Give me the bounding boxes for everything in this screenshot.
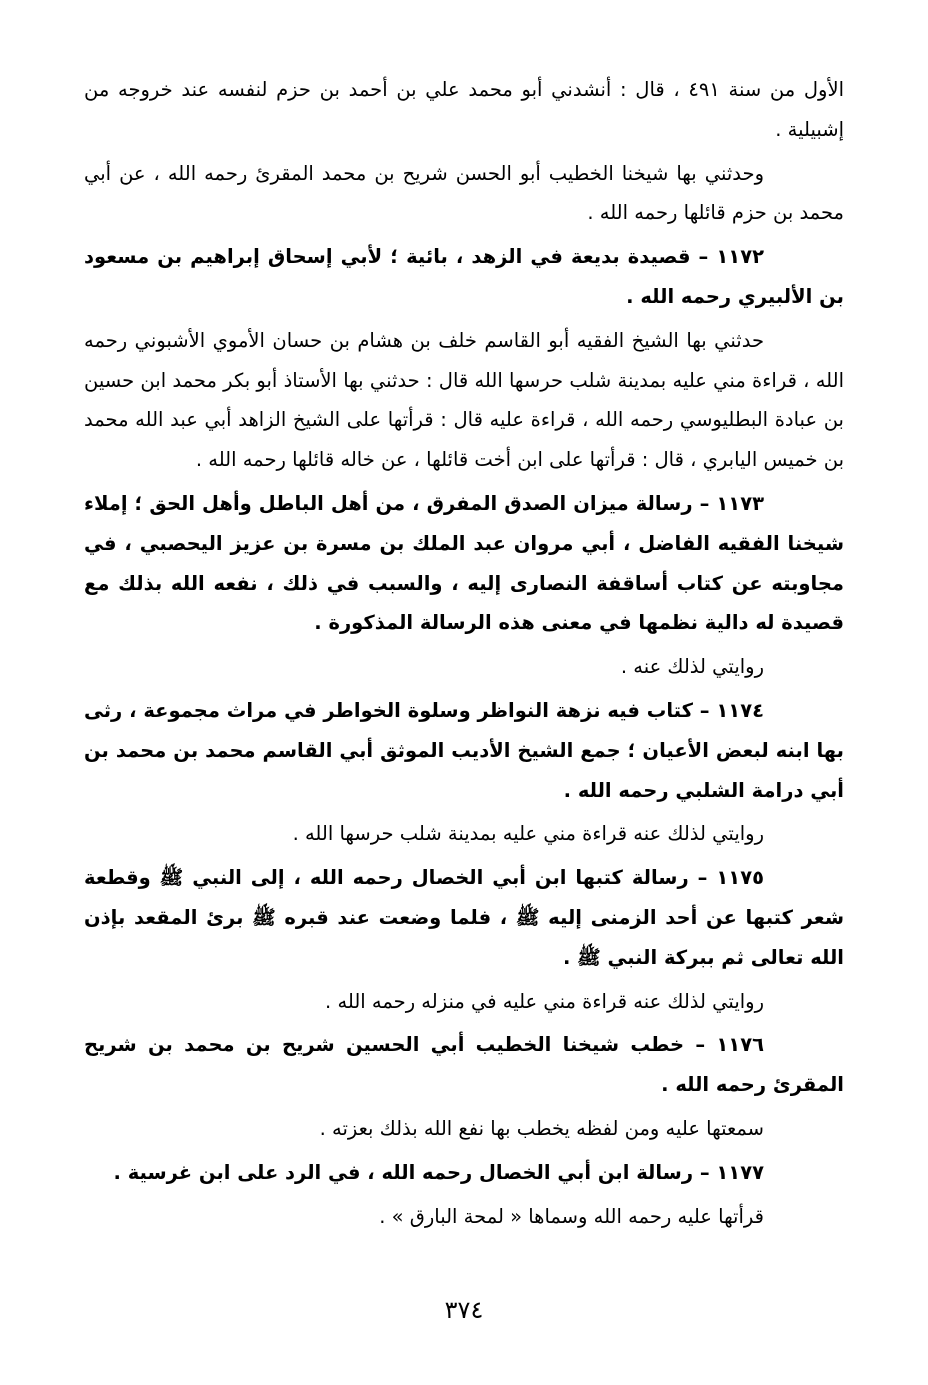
paragraph-narration: قرأتها عليه رحمه الله وسماها « لمحة البارق » . xyxy=(379,1204,764,1228)
entry-heading-1173: ١١٧٣ – رسالة ميزان الصدق المفرق ، من أهل الباطل وأهل الحق ؛ إملاء شيخنا الفقيه الفاضل ، أبي مروان عبد الملك بن مسرة بن عزيز اليحصبي ، في مجاوبته عن كتاب أساقفة النصارى إليه ، والسبب في ذلك ، نفعه الله بذلك مع قصيدة له دالية نظمها في معنى هذه الرسالة المذكورة . xyxy=(84,491,844,635)
paragraph-narration: روايتي لذلك عنه قراءة مني عليه بمدينة شلب حرسها الله . xyxy=(292,822,764,846)
entry-heading-1174: ١١٧٤ – كتاب فيه نزهة النواظر وسلوة الخواطر في مراث مجموعة ، رثى بها ابنه لبعض الأعيان ؛ جمع الشيخ الأديب الموثق أبي القاسم محمد بن محمد بن أبي درامة الشلبي رحمه الله . xyxy=(84,698,844,802)
entry-heading-1172: ١١٧٢ – قصيدة بديعة في الزهد ، بائية ؛ لأبي إسحاق إبراهيم بن مسعود بن الألبيري رحمه الله . xyxy=(84,245,844,308)
paragraph-continuation: الأول من سنة ٤٩١ ، قال : أنشدني أبو محمد علي بن أحمد بن حزم لنفسه عند خروجه من إشبيلية . xyxy=(84,78,845,141)
paragraph-narration: وحدثني بها شيخنا الخطيب أبو الحسن شريح بن محمد المقرئ رحمه الله ، عن أبي محمد بن حزم قائلها رحمه الله . xyxy=(84,161,844,225)
entry-heading-1175: ١١٧٥ – رسالة كتبها ابن أبي الخصال رحمه الله ، إلى النبي ﷺ وقطعة شعر كتبها عن أحد الزمنى إليه ﷺ ، فلما وضعت عند قبره ﷺ برئ المقعد بإذن الله تعالى ثم ببركة النبي ﷺ . xyxy=(84,866,844,969)
entry-heading-1176: ١١٧٦ – خطب شيخنا الخطيب أبي الحسين شريح بن محمد بن شريح المقرئ رحمه الله . xyxy=(84,1033,844,1097)
page-body xyxy=(84,70,844,1240)
page-number: ٣٧٤ xyxy=(444,1296,484,1324)
paragraph-narration: سمعتها عليه ومن لفظه يخطب بها نفع الله بذلك بعزته . xyxy=(319,1116,764,1140)
paragraph-narration: حدثني بها الشيخ الفقيه أبو القاسم خلف بن هشام بن حسان الأموي الأشبوني رحمه الله ، قراءة مني عليه بمدينة شلب حرسها الله قال : حدثني بها الأستاذ أبو بكر محمد ابن حسين بن عبادة البطليوسي رحمه الله ، قراءة عليه قال : قرأتها على الشيخ الزاهد أبي عبد الله محمد بن خميس اليابري ، قال : قرأتها على ابن أخت قائلها ، عن خاله قائلها رحمه الله . xyxy=(84,328,844,472)
paragraph-narration: روايتي لذلك عنه . xyxy=(620,655,764,679)
entry-heading-1177: ١١٧٧ – رسالة ابن أبي الخصال رحمه الله ، في الرد على ابن غرسية . xyxy=(113,1160,764,1184)
paragraph-narration: روايتي لذلك عنه قراءة مني عليه في منزله رحمه الله . xyxy=(325,989,764,1013)
